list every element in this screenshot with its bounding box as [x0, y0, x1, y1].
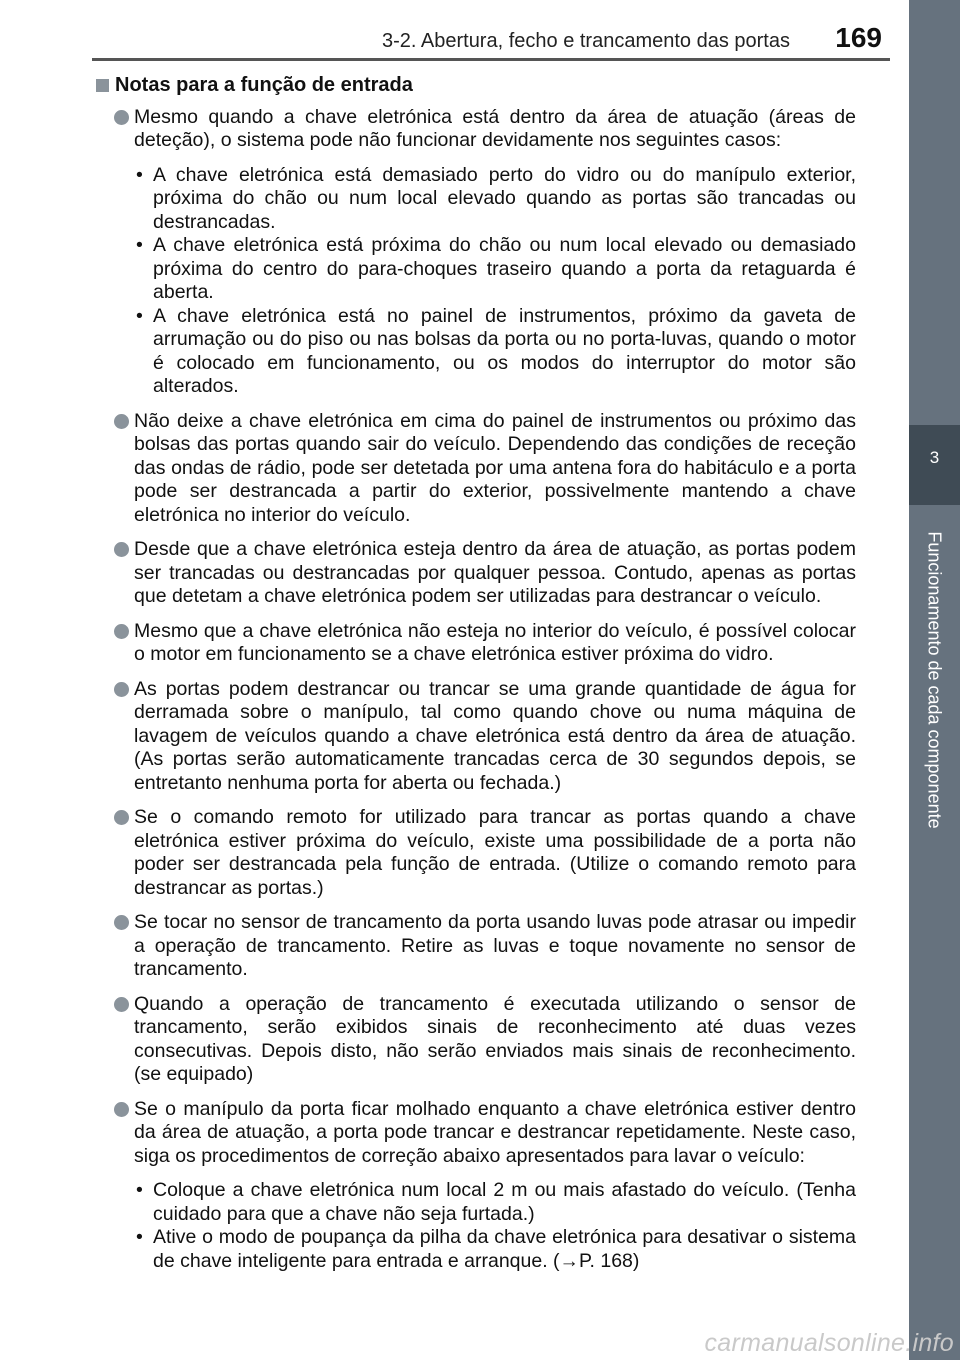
chapter-title: Funcionamento de cada componente: [924, 531, 945, 829]
note-text: Se o comando remoto for utilizado para trancar as portas quando a chave eletrónica estiver próxima do veículo, existe uma possibilidade de a porta não poder ser destrancada pela função de entrada. (Utilize o comando remoto para destrancar as portas.): [134, 806, 856, 899]
square-bullet-icon: [96, 79, 109, 92]
round-bullet-icon: [114, 682, 129, 697]
watermark: carmanualsonline.info: [704, 1329, 954, 1357]
note-text: Mesmo quando a chave eletrónica está dentro da área de atuação (áreas de deteção), o sistema pode não funcionar devidamente nos seguintes casos:: [134, 105, 856, 151]
round-bullet-icon: [114, 624, 129, 639]
note-text: Se o manípulo da porta ficar molhado enquanto a chave eletrónica estiver dentro da área de atuação, a porta pode trancar e destrancar repetidamente. Neste caso, siga os procedimentos de correção abaixo apresentados para lavar o veículo:: [134, 1097, 856, 1167]
round-bullet-icon: [114, 810, 129, 825]
round-bullet-icon: [114, 1102, 129, 1117]
sub-list-item: • A chave eletrónica está próxima do chão ou num local elevado ou demasiado próxima do centro do para-choques traseiro quando a porta da retaguarda é aberta.: [134, 234, 856, 305]
round-bullet-icon: [114, 110, 129, 125]
chapter-side-tab: [909, 0, 960, 1360]
sub-list-item: • A chave eletrónica está no painel de instrumentos, próximo da gaveta de arrumação ou do piso ou nas bolsas da porta ou no porta-luvas, quando o motor é colocado em funcionamento, ou os modos do interruptor do motor são alterados.: [134, 305, 856, 399]
sub-list-item: • Ative o modo de poupança da pilha da chave eletrónica para desativar o sistema de chave inteligente para entrada e arranque. (→P. 168): [134, 1226, 856, 1273]
round-bullet-icon: [114, 414, 129, 429]
note-item: [96, 911, 856, 982]
round-bullet-icon: [114, 542, 129, 557]
notes-heading-text: Notas para a função de entrada: [115, 74, 413, 96]
sub-list-item: • Coloque a chave eletrónica num local 2 m ou mais afastado do veículo. (Tenha cuidado para que a chave não seja furtada.): [134, 1179, 856, 1226]
page-number: 169: [835, 22, 882, 53]
note-text: Não deixe a chave eletrónica em cima do painel de instrumentos ou próximo das bolsas das portas quando sair do veículo. Dependendo das condições de receção das ondas de rádio, pode ser detetada por uma antena fora do habitáculo e a porta pode ser destrancada a partir do exterior, possivelmente mantendo a chave eletrónica no interior do veículo.: [134, 409, 856, 526]
note-item: [96, 993, 856, 1087]
sub-list: [134, 164, 856, 399]
note-text: Desde que a chave eletrónica esteja dentro da área de atuação, as portas podem ser trancadas ou destrancadas por qualquer pessoa. Contudo, apenas as portas que detetam a chave eletrónica podem ser utilizadas para destrancar o veículo.: [134, 538, 856, 607]
note-text: As portas podem destrancar ou trancar se uma grande quantidade de água for derramada sobre o manípulo, tal como quando chove ou numa máquina de lavagem de veículos quando a chave eletrónica está dentro da área de atuação. (As portas serão automaticamente trancadas cerca de 30 segundos depois, se entretanto nenhuma porta for aberta ou fechada.): [134, 677, 856, 794]
note-item: [96, 620, 856, 667]
round-bullet-icon: [114, 915, 129, 930]
page-content: [96, 74, 856, 1284]
note-item: [96, 1098, 856, 1274]
note-text: Mesmo que a chave eletrónica não esteja no interior do veículo, é possível colocar o motor em funcionamento se a chave eletrónica estiver próxima do vidro.: [134, 619, 856, 665]
note-item: [96, 106, 856, 399]
note-item: [96, 678, 856, 796]
notes-heading: [96, 74, 856, 98]
sub-list-item: • A chave eletrónica está demasiado perto do vidro ou do manípulo exterior, próxima do chão ou num local elevado quando as portas são trancadas ou destrancadas.: [134, 164, 856, 235]
note-item: [96, 806, 856, 900]
header-divider: [92, 58, 890, 61]
page-header: [0, 0, 890, 62]
section-title: 3-2. Abertura, fecho e trancamento das portas: [381, 30, 790, 52]
note-item: [96, 410, 856, 528]
side-tab-upper: [909, 0, 960, 425]
round-bullet-icon: [114, 997, 129, 1012]
chapter-number: 3: [929, 448, 940, 467]
note-item: [96, 538, 856, 609]
note-text: Quando a operação de trancamento é executada utilizando o sensor de trancamento, serão exibidos sinais de reconhecimento até duas vezes consecutivas. Depois disto, não serão enviados mais sinais de reconhecimento. (se equipado): [134, 992, 856, 1085]
note-text: Se tocar no sensor de trancamento da porta usando luvas pode atrasar ou impedir a operação de trancamento. Retire as luvas e toque novamente no sensor de trancamento.: [134, 911, 856, 980]
sub-list: [134, 1179, 856, 1273]
